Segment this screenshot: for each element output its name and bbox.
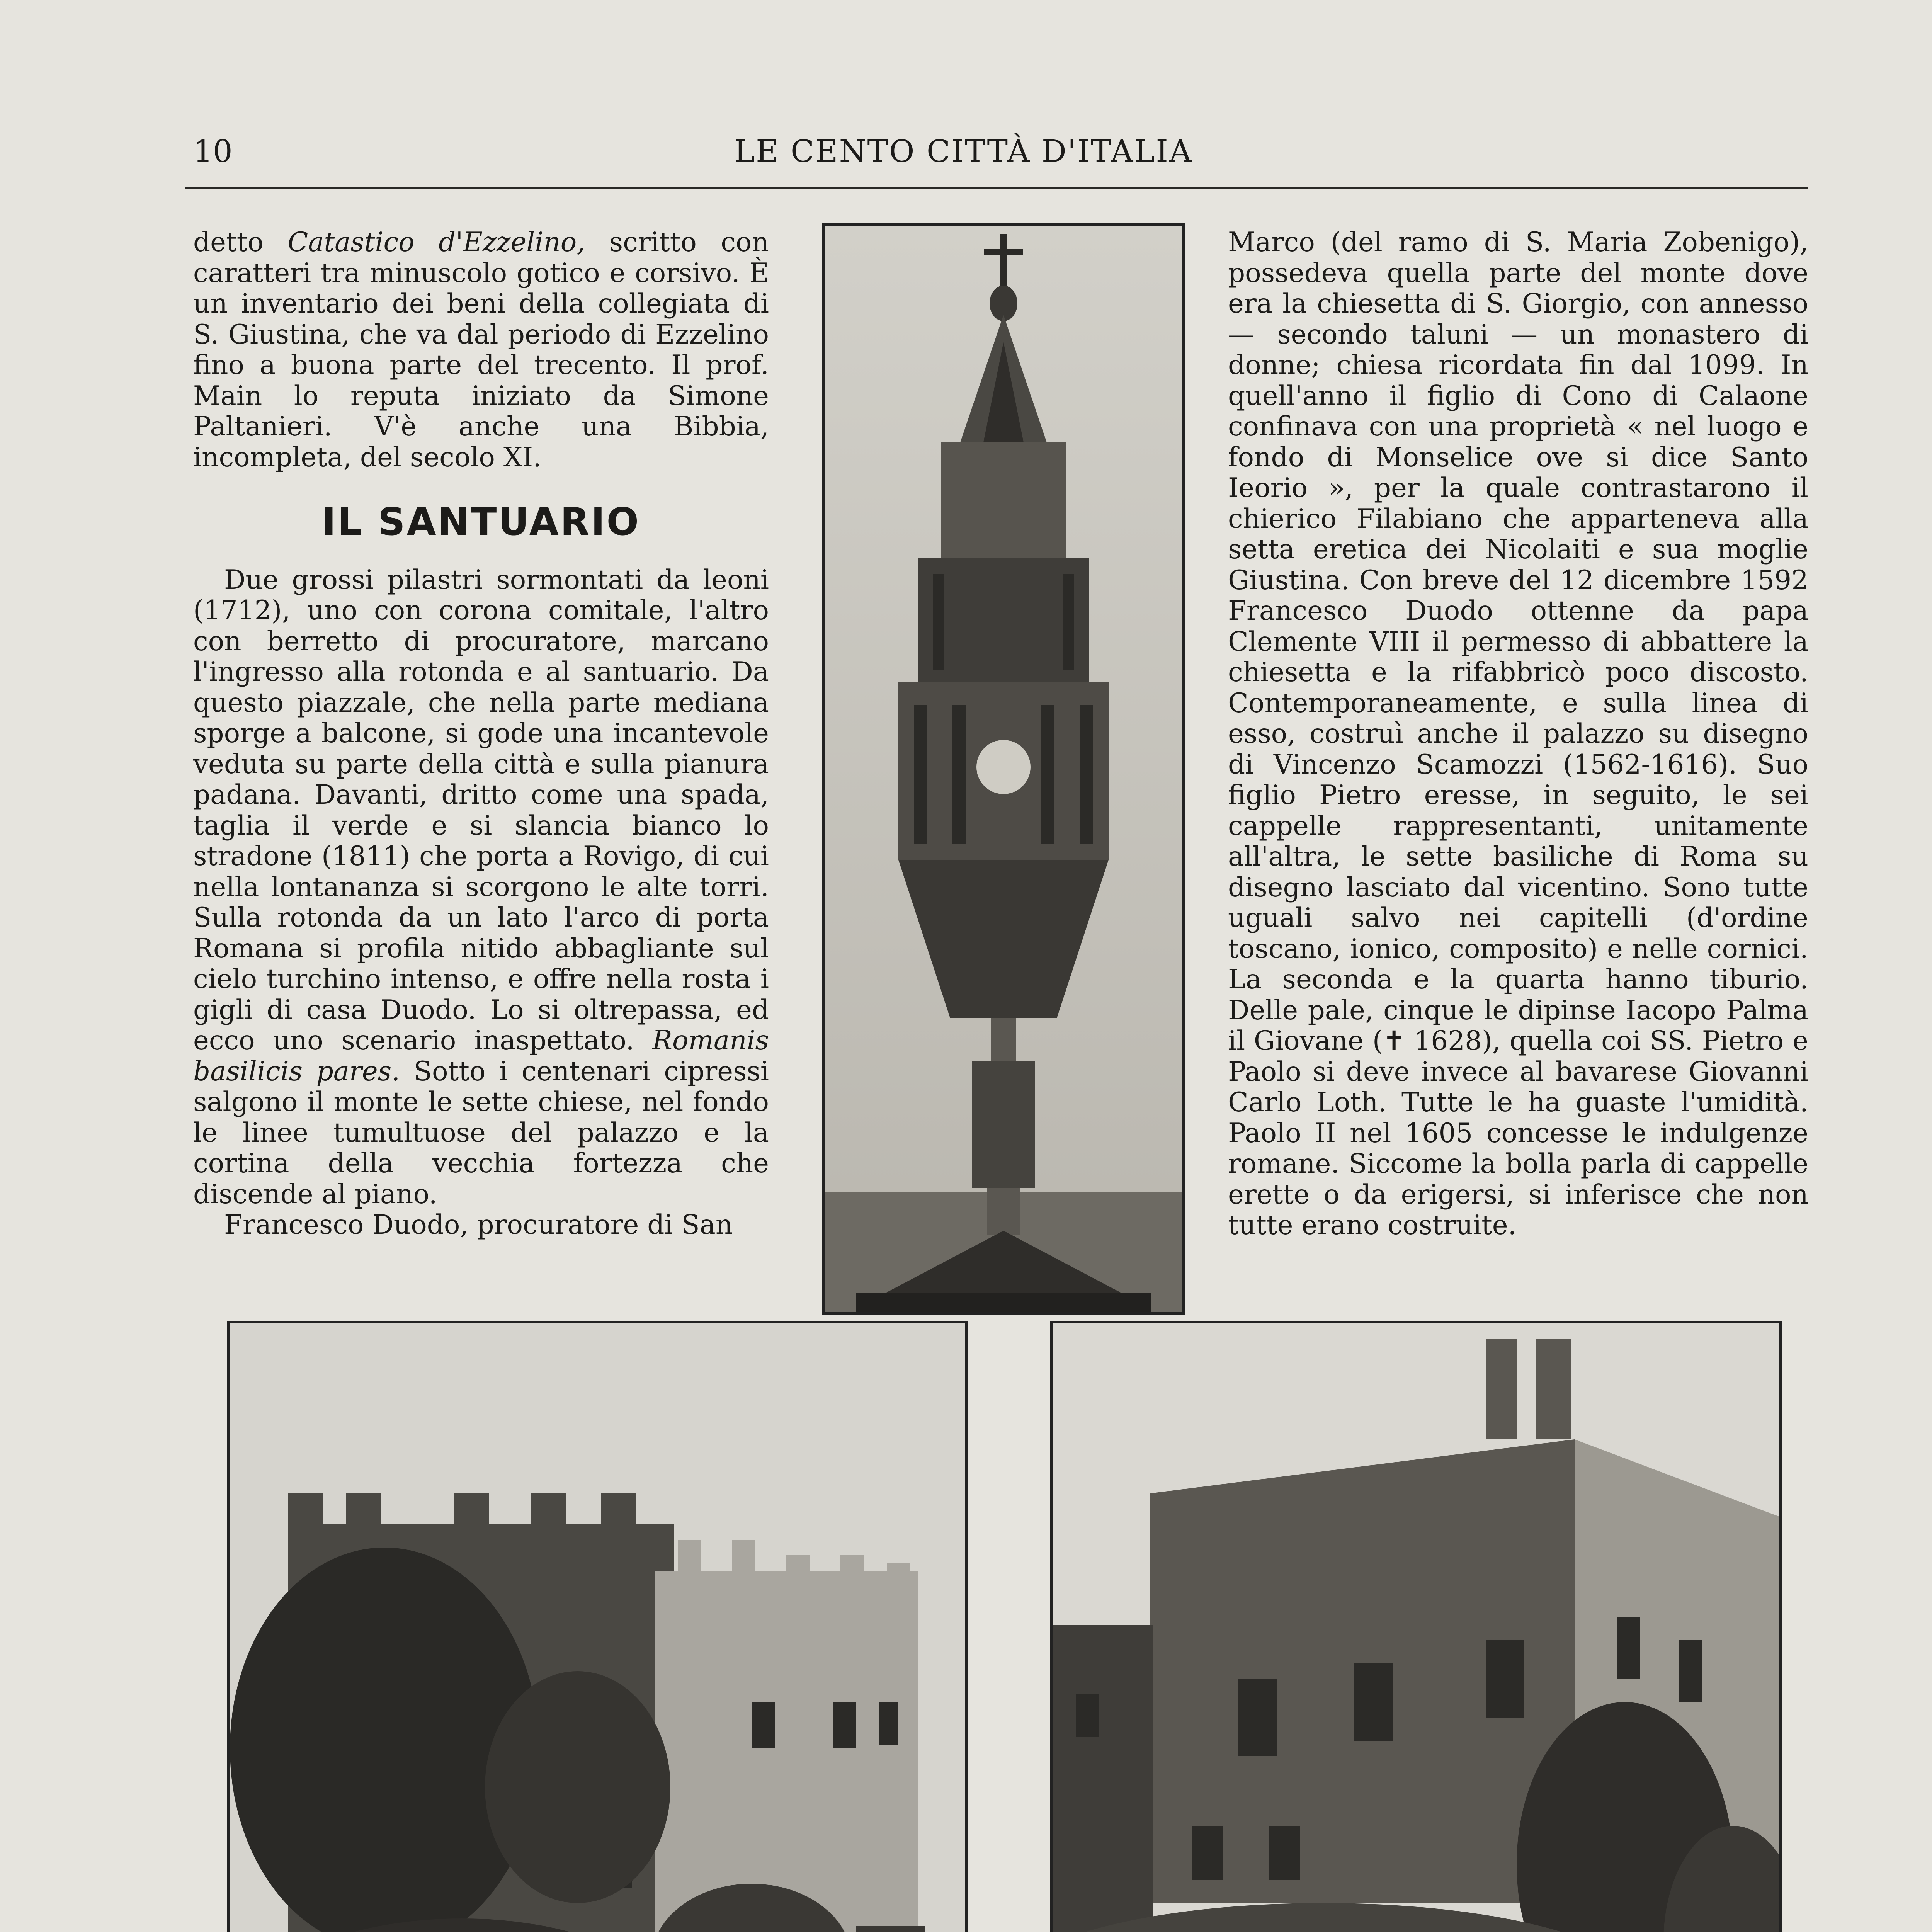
- paragraph-santuario: [193, 565, 769, 1210]
- page-number: 10: [193, 133, 233, 169]
- castle-courtyard-illustration: [230, 1323, 965, 1932]
- text-run: scritto con caratteri tra minuscolo gotico e corsivo. È un inventario dei beni della collegiata di S. Giustina, che va dal periodo di Ezzelino fino a buona parte del trecento. Il prof. Main lo reputa iniziato da Simone Paltanieri. V'è anche una Bibbia, incompleta, del secolo XI.: [193, 227, 769, 473]
- text-run: Due grossi pilastri sormontati da leoni (1712), uno con corona comitale, l'altro con berretto di procuratore, marcano l'ingresso alla rotonda e al santuario. Da questo piazzale, che nella parte mediana sporge a balcone, si gode una incantevole veduta su parte della città e sulla pianura padana. Davanti, dritto come una spada, taglia il verde e si slancia bianco lo stradone (1811) che porta a Rovigo, di cui nella lontananza si scorgono le alte torri. Sulla rotonda da un lato l'arco di porta Romana si profila nitido abbagliante sul cielo turchino intenso, e offre nella rosta i gigli di casa Duodo. Lo si oltrepassa, ed ecco uno scenario inaspettato.: [193, 564, 769, 1056]
- italic-title: Catastico d'Ezzelino,: [287, 227, 585, 258]
- reliquary-photo: [822, 223, 1185, 1315]
- paragraph-catastico: [193, 227, 769, 473]
- section-heading: IL SANTUARIO: [322, 500, 640, 544]
- italic-quote: Romanis basilicis pares.: [193, 1025, 769, 1087]
- text-run: detto: [193, 227, 288, 258]
- castle-exterior-illustration: [1053, 1323, 1779, 1932]
- right-text-column: Marco (del ramo di S. Maria Zobenigo), possedeva quella parte del monte dove era la chiesetta di S. Giorgio, con annesso — secondo taluni — un monastero di donne; chiesa ricordata fin dal 1099. In quell'anno il figlio di Cono di Calaone confinava con una proprietà « nel luogo e fondo di Monselice ove si dice Santo Ieorio », per la quale contrastarono il chierico Filabiano che apparteneva alla setta eretica dei Nicolaiti e sua moglie Giustina. Con breve del 12 dicembre 1592 Francesco Duodo ottenne da papa Clemente VIII il permesso di abbattere la chiesetta e la rifabbricò poco discosto. Contemporaneamente, e sulla linea di esso, costruì anche il palazzo su disegno di Vincenzo Scamozzi (1562-1616). Suo figlio Pietro eresse, in seguito, le sei cappelle rappresentanti, unitamente all'altra, le sette basiliche di Roma su disegno lasciato dal vicentino. Sono tutte uguali salvo nei capitelli (d'ordine toscano, ionico, composito) e nelle cornici. La seconda e la quarta hanno tiburio. Delle pale, cinque le dipinse Iacopo Palma il Giovane (✝ 1628), quella coi SS. Pietro e Paolo si deve invece al bavarese Giovanni Carlo Loth. Tutte le ha guaste l'umidità. Paolo II nel 1605 concesse le indulgenze romane. Siccome la bolla parla di cappelle erette o da erigersi, si inferisce che non tutte erano costruite.: [1228, 227, 1808, 1241]
- header-rule: [185, 187, 1808, 189]
- paragraph-duodo: Francesco Duodo, procuratore di San: [224, 1209, 733, 1240]
- left-text-column: [193, 227, 769, 1241]
- reliquary-illustration: [825, 226, 1182, 1312]
- running-title: LE CENTO CITTÀ D'ITALIA: [734, 133, 1193, 169]
- text-run: Sotto i centenari cipressi salgono il monte le sette chiese, nel fondo le linee tumultuose del palazzo e la cortina della vecchia fortezza che discende al piano.: [193, 1056, 769, 1210]
- castle-photo-courtyard: [227, 1321, 968, 1932]
- castle-photo-exterior: [1050, 1321, 1782, 1932]
